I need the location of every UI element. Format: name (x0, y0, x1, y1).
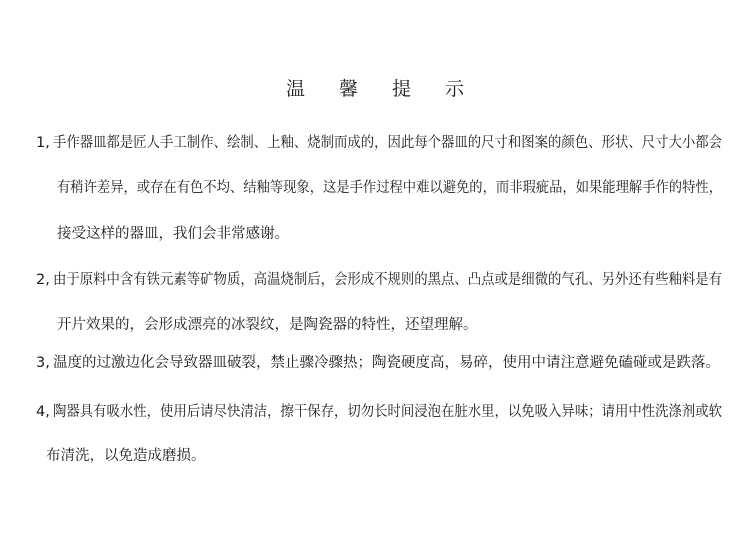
item-line: 接受这样的器皿，我们会非常感谢。 (57, 226, 289, 242)
item-line: 开片效果的，会形成漂亮的冰裂纹，是陶瓷器的特性，还望理解。 (57, 317, 478, 333)
item-line: 陶器具有吸水性，使用后请尽快清洁，擦干保存，切勿长时间浸泡在脏水里，以免吸入异味；请用中性洗涤剂或软 (53, 404, 722, 420)
item-line: 有稍许差异，或存在有色不均、结釉等现象，这是手作过程中难以避免的，而非瑕疵品，如果能理解手作的特性， (57, 180, 722, 196)
page-title: 温 馨 提 示 (285, 78, 479, 100)
item-line: 由于原料中含有铁元素等矿物质，高温烧制后，会形成不规则的黑点、凸点或是细微的气孔、另外还有些釉料是有 (53, 272, 722, 288)
item-line: 布清洗，以免造成磨损。 (46, 448, 206, 464)
item-number: 2, (36, 272, 50, 288)
item-number: 4, (36, 404, 50, 420)
item-number: 1, (36, 135, 50, 151)
item-number: 3, (36, 355, 50, 371)
item-line: 手作器皿都是匠人手工制作、绘制、上釉、烧制而成的，因此每个器皿的尺寸和图案的颜色、形状、尺寸大小都会 (53, 135, 722, 151)
item-line: 温度的过激边化会导致器皿破裂，禁止骤冷骤热；陶瓷硬度高，易碎，使用中请注意避免磕碰或是跌落。 (53, 355, 720, 371)
